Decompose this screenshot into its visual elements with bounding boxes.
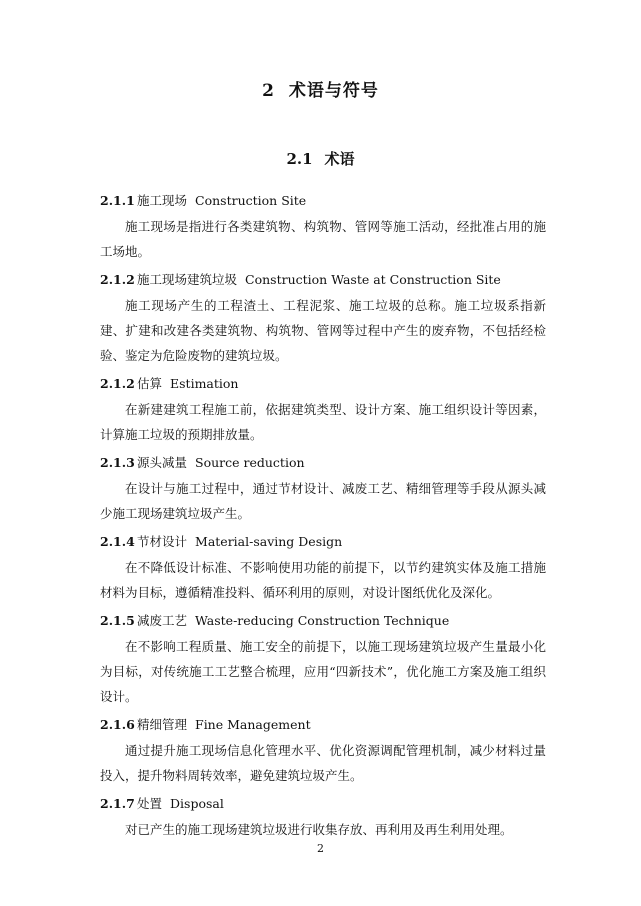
term-code: 2.1.2: [100, 376, 135, 391]
term-item: [100, 452, 546, 526]
term-item: [100, 373, 546, 447]
term-english-name: Fine Management: [195, 717, 311, 732]
term-item: [100, 793, 546, 842]
term-item: [100, 269, 546, 368]
term-chinese-name: 处置: [137, 796, 163, 811]
term-item: [100, 610, 546, 709]
term-chinese-name: 精细管理: [137, 717, 188, 732]
term-english-name: Source reduction: [195, 455, 305, 470]
chapter-title: [0, 76, 641, 101]
term-item: [100, 714, 546, 788]
term-english-name: Waste-reducing Construction Technique: [195, 613, 450, 628]
term-english-name: Material-saving Design: [195, 534, 343, 549]
term-definition: 在新建建筑工程施工前，依据建筑类型、设计方案、施工组织设计等因素，计算施工垃圾的预期排放量。: [100, 402, 546, 442]
term-english-name: Disposal: [170, 796, 224, 811]
term-chinese-name: 减废工艺: [137, 613, 188, 628]
term-heading: [100, 531, 546, 553]
term-heading: [100, 269, 546, 291]
term-item: [100, 531, 546, 605]
term-chinese-name: 源头减量: [137, 455, 188, 470]
section-number: 2.1: [286, 150, 313, 168]
term-english-name: Estimation: [170, 376, 239, 391]
term-code: 2.1.3: [100, 455, 135, 470]
term-heading: [100, 190, 546, 212]
term-chinese-name: 施工现场: [137, 193, 188, 208]
term-code: 2.1.6: [100, 717, 135, 732]
term-english-name: Construction Waste at Construction Site: [245, 272, 501, 287]
term-chinese-name: 节材设计: [137, 534, 188, 549]
term-heading: [100, 714, 546, 736]
chapter-title-text: 术语与符号: [288, 81, 379, 101]
term-code: 2.1.5: [100, 613, 135, 628]
term-heading: [100, 610, 546, 632]
chapter-number: 2: [262, 81, 275, 101]
section-title: [0, 148, 641, 169]
term-heading: [100, 793, 546, 815]
term-code: 2.1.7: [100, 796, 135, 811]
term-definition: 在不影响工程质量、施工安全的前提下，以施工现场建筑垃圾产生量最小化为目标，对传统施工工艺整合梳理，应用“四新技术”，优化施工方案及施工组织设计。: [100, 639, 546, 704]
page-number: 2: [317, 842, 324, 855]
term-chinese-name: 施工现场建筑垃圾: [137, 272, 238, 287]
term-definition: 对已产生的施工现场建筑垃圾进行收集存放、再利用及再生利用处理。: [125, 822, 513, 837]
term-heading: [100, 373, 546, 395]
term-definition: 在不降低设计标准、不影响使用功能的前提下，以节约建筑实体及施工措施材料为目标，遵循精准投料、循环利用的原则，对设计图纸优化及深化。: [100, 560, 546, 600]
term-heading: [100, 452, 546, 474]
term-item: [100, 190, 546, 264]
term-definition: 在设计与施工过程中，通过节材设计、减废工艺、精细管理等手段从源头减少施工现场建筑垃圾产生。: [100, 481, 546, 521]
terms-list: [100, 190, 546, 847]
term-code: 2.1.1: [100, 193, 135, 208]
term-english-name: Construction Site: [195, 193, 307, 208]
term-code: 2.1.2: [100, 272, 135, 287]
term-definition: 施工现场是指进行各类建筑物、构筑物、管网等施工活动，经批准占用的施工场地。: [100, 219, 546, 259]
term-definition: 施工现场产生的工程渣土、工程泥浆、施工垃圾的总称。施工垃圾系指新建、扩建和改建各类建筑物、构筑物、管网等过程中产生的废弃物，不包括经检验、鉴定为危险废物的建筑垃圾。: [100, 298, 546, 363]
term-definition: 通过提升施工现场信息化管理水平、优化资源调配管理机制，减少材料过量投入，提升物料周转效率，避免建筑垃圾产生。: [100, 743, 546, 783]
term-code: 2.1.4: [100, 534, 135, 549]
section-title-text: 术语: [324, 150, 355, 168]
term-chinese-name: 估算: [137, 376, 163, 391]
